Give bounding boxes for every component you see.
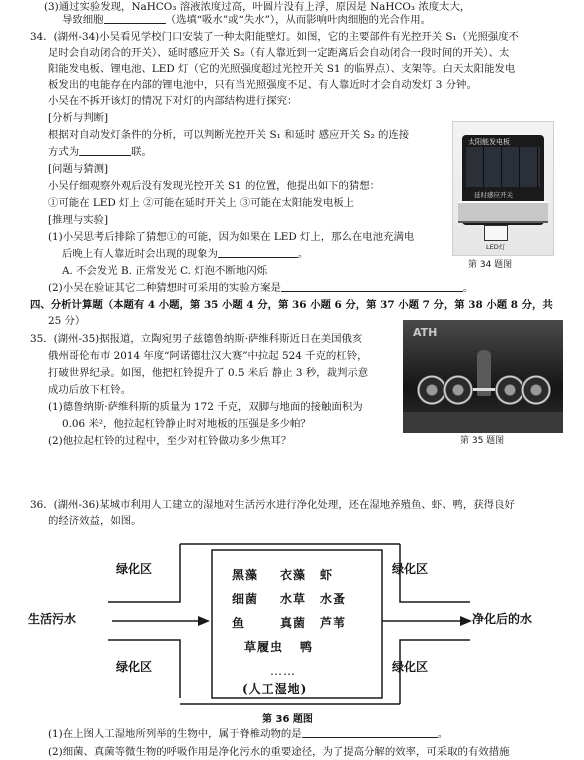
text-line: (1)在上图人工湿地所列举的生物中，属于脊椎动物的是 。 xyxy=(48,728,449,740)
answer-blank[interactable] xyxy=(79,145,131,156)
answer-blank[interactable] xyxy=(104,13,166,24)
text-line: (2)细菌、真菌等微生物的呼吸作用是净化污水的重要途径，为了提高分解的效率，可采取的有效措施 xyxy=(48,746,510,758)
text-line: 四、分析计算题（本题有 4 小题，第 35 小题 4 分，第 36 小题 6 分，第 37 小题 7 分，第 38 小题 8 分，共 xyxy=(30,299,553,311)
text-line: (2)小吴在验证其它二种猜想时可采用的实验方案是 。 xyxy=(48,282,474,294)
text-line: 方式为 联。 xyxy=(48,146,152,158)
green-zone-right-bottom: 绿化区 xyxy=(392,660,429,674)
organism-item: 草履虫 xyxy=(244,640,284,654)
text-line: 35．(湖州-35)据报道，立陶宛男子兹德鲁纳斯·萨维科斯近日在美国俄亥 xyxy=(30,333,363,345)
text-line: 导致细胞 （选填“吸水”或“失水”），从而影响叶肉细胞的光合作用。 xyxy=(62,14,431,26)
text-line: (1)小吴思考后排除了猜想①的可能，因为如果在 LED 灯上，那么在电池充满电 xyxy=(48,231,415,243)
organism-item: 细菌 xyxy=(232,592,259,606)
wetland-label: (人工湿地) xyxy=(242,682,308,696)
organism-item: 虾 xyxy=(320,568,334,582)
text-line: [问题与猜测] xyxy=(48,163,109,175)
led-lamp xyxy=(484,225,508,241)
weightlifter-photo xyxy=(403,320,563,433)
photo-sign: ATH xyxy=(413,326,438,339)
organism-ellipsis: …… xyxy=(270,664,296,678)
organism-item: 鱼 xyxy=(232,616,246,630)
figure-35-caption: 第 35 题图 xyxy=(460,436,505,446)
text-line: (1)德鲁纳斯·萨维科斯的质量为 172 千克，双脚与地面的接触面积为 xyxy=(48,401,363,413)
text-line: 34．(湖州-34)小吴看见学校门口安装了一种太阳能壁灯。如图，它的主要部件有光控开关 S₁（光照强度不 xyxy=(30,31,520,43)
text-line: 打破世界纪录。如图，他把杠铃提升了 0.5 米后 静止 3 秒，裁判示意 xyxy=(48,367,369,379)
text-line: 36．(湖州-36)某城市利用人工建立的湿地对生活污水进行净化处理，还在湿地养殖鱼、虾、鸭，获得良好 xyxy=(30,499,515,511)
text-line: (2)他拉起杠铃的过程中，至少对杠铃做功多少焦耳？ xyxy=(48,435,292,447)
organism-item: 水蚤 xyxy=(320,592,347,606)
green-zone-left-top: 绿化区 xyxy=(116,562,153,576)
text-line: 0.06 米²，他拉起杠铃静止时对地板的压强是多少帕？ xyxy=(62,418,311,430)
panel-label: 太阳能发电板 xyxy=(468,138,510,146)
text-line: 小吴在不拆开该灯的情况下对灯的内部结构进行探究： xyxy=(48,95,298,107)
wetland-diagram xyxy=(0,530,584,720)
text-line: 的经济效益，如图。 xyxy=(48,515,142,527)
answer-blank[interactable] xyxy=(218,247,298,258)
solar-lamp-photo xyxy=(452,121,554,256)
text-line: 后晚上有人靠近时会出现的现象为 。 xyxy=(62,248,309,260)
text-line: 25 分） xyxy=(48,315,86,327)
text-line: 板发出的电能存在内部的锂电池中，只有当光照强度不足、有人靠近时才会自动发灯 3 分钟。 xyxy=(48,79,477,91)
text-line: 足时会自动闭合的开关）、延时感应开关 S₂（有人靠近到一定距离后会自动闭合一段时间的开关）、太 xyxy=(48,47,510,59)
text-line: A. 不会发光 B. 正常发光 C. 灯泡不断地闪烁 xyxy=(62,265,267,277)
text-line: 阳能发电板、锂电池、LED 灯（它的光照强度超过光控开关 S1 的临界点）、支架等。白天太阳能发电 xyxy=(48,63,516,75)
green-zone-left-bottom: 绿化区 xyxy=(116,660,153,674)
figure-34-caption: 第 34 题图 xyxy=(468,260,513,270)
organism-item: 芦苇 xyxy=(320,616,347,630)
sewage-inflow-label: 生活污水 xyxy=(28,612,77,626)
organism-item: 真菌 xyxy=(280,616,307,630)
figure-36-caption: 第 36 题图 xyxy=(262,714,313,725)
text-line: 小吴仔细观察外观后没有发现光控开关 S1 的位置，他提出如下的猜想： xyxy=(48,180,381,192)
clean-water-outflow-label: 净化后的水 xyxy=(472,612,533,626)
answer-blank[interactable] xyxy=(281,281,463,292)
led-label: LED灯 xyxy=(486,243,506,251)
answer-blank[interactable] xyxy=(302,727,438,738)
organism-item: 鸭 xyxy=(300,640,314,654)
text-line: (3)通过实验发现，NaHCO₃ 溶液浓度过高，叶圆片没有上浮，原因是 NaHCO₃ 浓度太大， xyxy=(44,1,471,13)
text-line: 俄州哥伦布市 2014 年度“阿诺德壮汉大赛”中拉起 524 千克的杠铃， xyxy=(48,350,368,362)
switch-label: 延时感应开关 xyxy=(474,191,513,199)
organism-item: 衣藻 xyxy=(280,568,307,582)
text-line: [推理与实验] xyxy=(48,214,109,226)
organism-item: 黑藻 xyxy=(232,568,259,582)
organism-item: 水草 xyxy=(280,592,307,606)
text-line: [分析与判断] xyxy=(48,112,109,124)
text-line: 成功后放下杠铃。 xyxy=(48,384,132,396)
green-zone-right-top: 绿化区 xyxy=(392,562,429,576)
text-line: ①可能在 LED 灯上 ②可能在延时开关上 ③可能在太阳能发电板上 xyxy=(48,197,355,209)
text-line: 根据对自动发灯条件的分析，可以判断光控开关 S₁ 和延时 感应开关 S₂ 的连接 xyxy=(48,129,410,141)
